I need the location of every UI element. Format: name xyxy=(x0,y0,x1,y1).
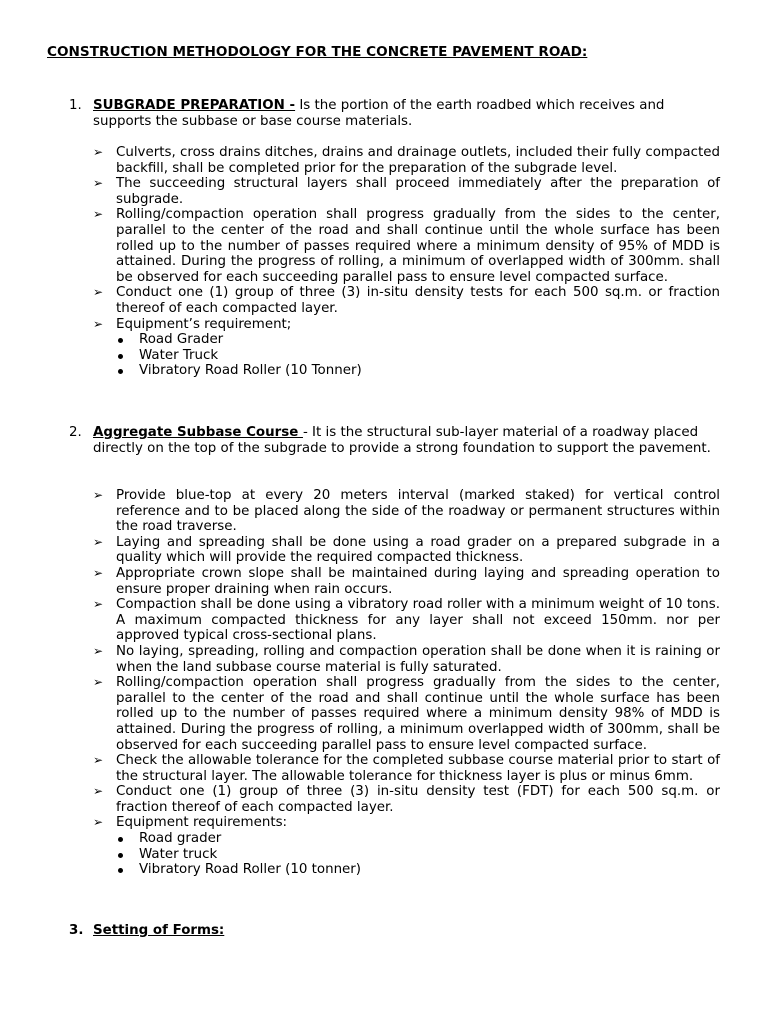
arrow-bullet-icon: ➢ xyxy=(93,753,104,768)
section-heading xyxy=(69,923,720,939)
equipment-list xyxy=(116,831,720,878)
subbase-requirements-list xyxy=(93,488,720,878)
section-number: 3. xyxy=(69,923,84,938)
arrow-bullet-icon: ➢ xyxy=(93,565,104,580)
list-item: ➢ Provide blue-top at every 20 meters interval (marked staked) for vertical control reference and to be placed along the side of the roadway or permanent structures within the road traverse. xyxy=(93,488,720,535)
arrow-bullet-icon: ➢ xyxy=(93,784,104,799)
list-item: ➢ No laying, spreading, rolling and compaction operation shall be done when it is raining or when the land subbase course material is fully saturated. xyxy=(93,643,720,675)
dot-bullet-icon xyxy=(118,338,123,343)
list-item: ➢ Culverts, cross drains ditches, drains and drainage outlets, included their fully compacted backfill, shall be completed prior for the preparation of the subgrade level. xyxy=(93,145,720,176)
list-item: ➢ Appropriate crown slope shall be maintained during laying and spreading operation to ensure proper draining when rain occurs. xyxy=(93,565,720,597)
list-item: ➢ Conduct one (1) group of three (3) in-situ density tests for each 500 sq.m. or fraction thereof of each compacted layer. xyxy=(93,285,720,316)
section-number: 1. xyxy=(69,98,82,113)
list-item: ➢ Equipment’s requirement; Road Grader Water Truck Vibratory Road Roller (10 Tonner) xyxy=(93,317,720,379)
section-setting-of-forms xyxy=(69,923,720,939)
arrow-bullet-icon: ➢ xyxy=(93,285,104,300)
arrow-bullet-icon: ➢ xyxy=(93,207,104,222)
section-heading xyxy=(69,425,720,456)
list-item: ➢ Equipment requirements: Road grader Water truck Vibratory Road Roller (10 tonner) xyxy=(93,815,720,877)
dot-bullet-icon xyxy=(118,853,123,858)
dot-bullet-icon xyxy=(118,868,123,873)
arrow-bullet-icon: ➢ xyxy=(93,643,104,658)
arrow-bullet-icon: ➢ xyxy=(93,534,104,549)
section-title: Setting of Forms: xyxy=(93,923,225,938)
equipment-item: Road Grader xyxy=(116,332,720,348)
arrow-bullet-icon: ➢ xyxy=(93,488,104,502)
equipment-list xyxy=(116,332,720,379)
section-aggregate-subbase-course xyxy=(69,425,720,456)
section-number: 2. xyxy=(69,425,82,440)
arrow-bullet-icon: ➢ xyxy=(93,316,104,331)
arrow-bullet-icon: ➢ xyxy=(93,597,104,612)
list-item: ➢ Check the allowable tolerance for the completed subbase course material prior to start of the structural layer. The allowable tolerance for thickness layer is plus or minus 6mm. xyxy=(93,753,720,784)
equipment-item: Water truck xyxy=(116,847,720,863)
list-item: ➢ Laying and spreading shall be done using a road grader on a prepared subgrade in a quality which will provide the required compacted thickness. xyxy=(93,534,720,566)
arrow-bullet-icon: ➢ xyxy=(93,145,104,159)
list-item: ➢ Conduct one (1) group of three (3) in-situ density test (FDT) for each 500 sq.m. or fraction thereof of each compacted layer. xyxy=(93,784,720,815)
equipment-item: Vibratory Road Roller (10 Tonner) xyxy=(116,363,720,379)
section-title: SUBGRADE PREPARATION - xyxy=(93,98,296,113)
subgrade-requirements-list xyxy=(93,145,720,379)
dot-bullet-icon xyxy=(118,354,123,359)
list-item: ➢ Rolling/compaction operation shall progress gradually from the sides to the center, parallel to the center of the road and shall continue until the whole surface has been rolled up to the number of passes required where a minimum density of 95% of MDD is attained. During the progress of rolling, a minimum of overlapped width of 300mm. shall be observed for each succeeding parallel pass to ensure level compacted surface. xyxy=(93,207,720,285)
section-title: Aggregate Subbase Course xyxy=(93,425,303,440)
document-title: CONSTRUCTION METHODOLOGY FOR THE CONCRETE PAVEMENT ROAD: xyxy=(47,44,588,60)
section-description: - It is the structural sub-layer material of a roadway placed directly on the top of the subgrade to provide a strong foundation to support the pavement. xyxy=(93,425,711,456)
dot-bullet-icon xyxy=(118,369,123,374)
equipment-item: Road grader xyxy=(116,831,720,847)
section-description: Is the portion of the earth roadbed which receives and supports the subbase or base course materials. xyxy=(93,98,665,129)
dot-bullet-icon xyxy=(118,837,123,842)
equipment-item: Vibratory Road Roller (10 tonner) xyxy=(116,862,720,878)
equipment-item: Water Truck xyxy=(116,348,720,364)
arrow-bullet-icon: ➢ xyxy=(93,675,104,690)
list-item: ➢ Compaction shall be done using a vibratory road roller with a minimum weight of 10 tons. A maximum compacted thickness for any layer shall not exceed 150mm. nor per approved typical cross-sectional plans. xyxy=(93,597,720,644)
arrow-bullet-icon: ➢ xyxy=(93,815,104,830)
section-subgrade-preparation xyxy=(69,98,720,129)
list-item: ➢ Rolling/compaction operation shall progress gradually from the sides to the center, parallel to the center of the road and shall continue until the whole surface has been rolled up to the number of passes required where a minimum density 98% of MDD is attained. During the progress of rolling, a minimum overlapped width of 300mm, shall be observed for each succeeding parallel pass to ensure level compacted surface. xyxy=(93,675,720,753)
arrow-bullet-icon: ➢ xyxy=(93,176,104,191)
list-item: ➢ The succeeding structural layers shall proceed immediately after the preparation of subgrade. xyxy=(93,176,720,207)
section-heading xyxy=(69,98,720,129)
